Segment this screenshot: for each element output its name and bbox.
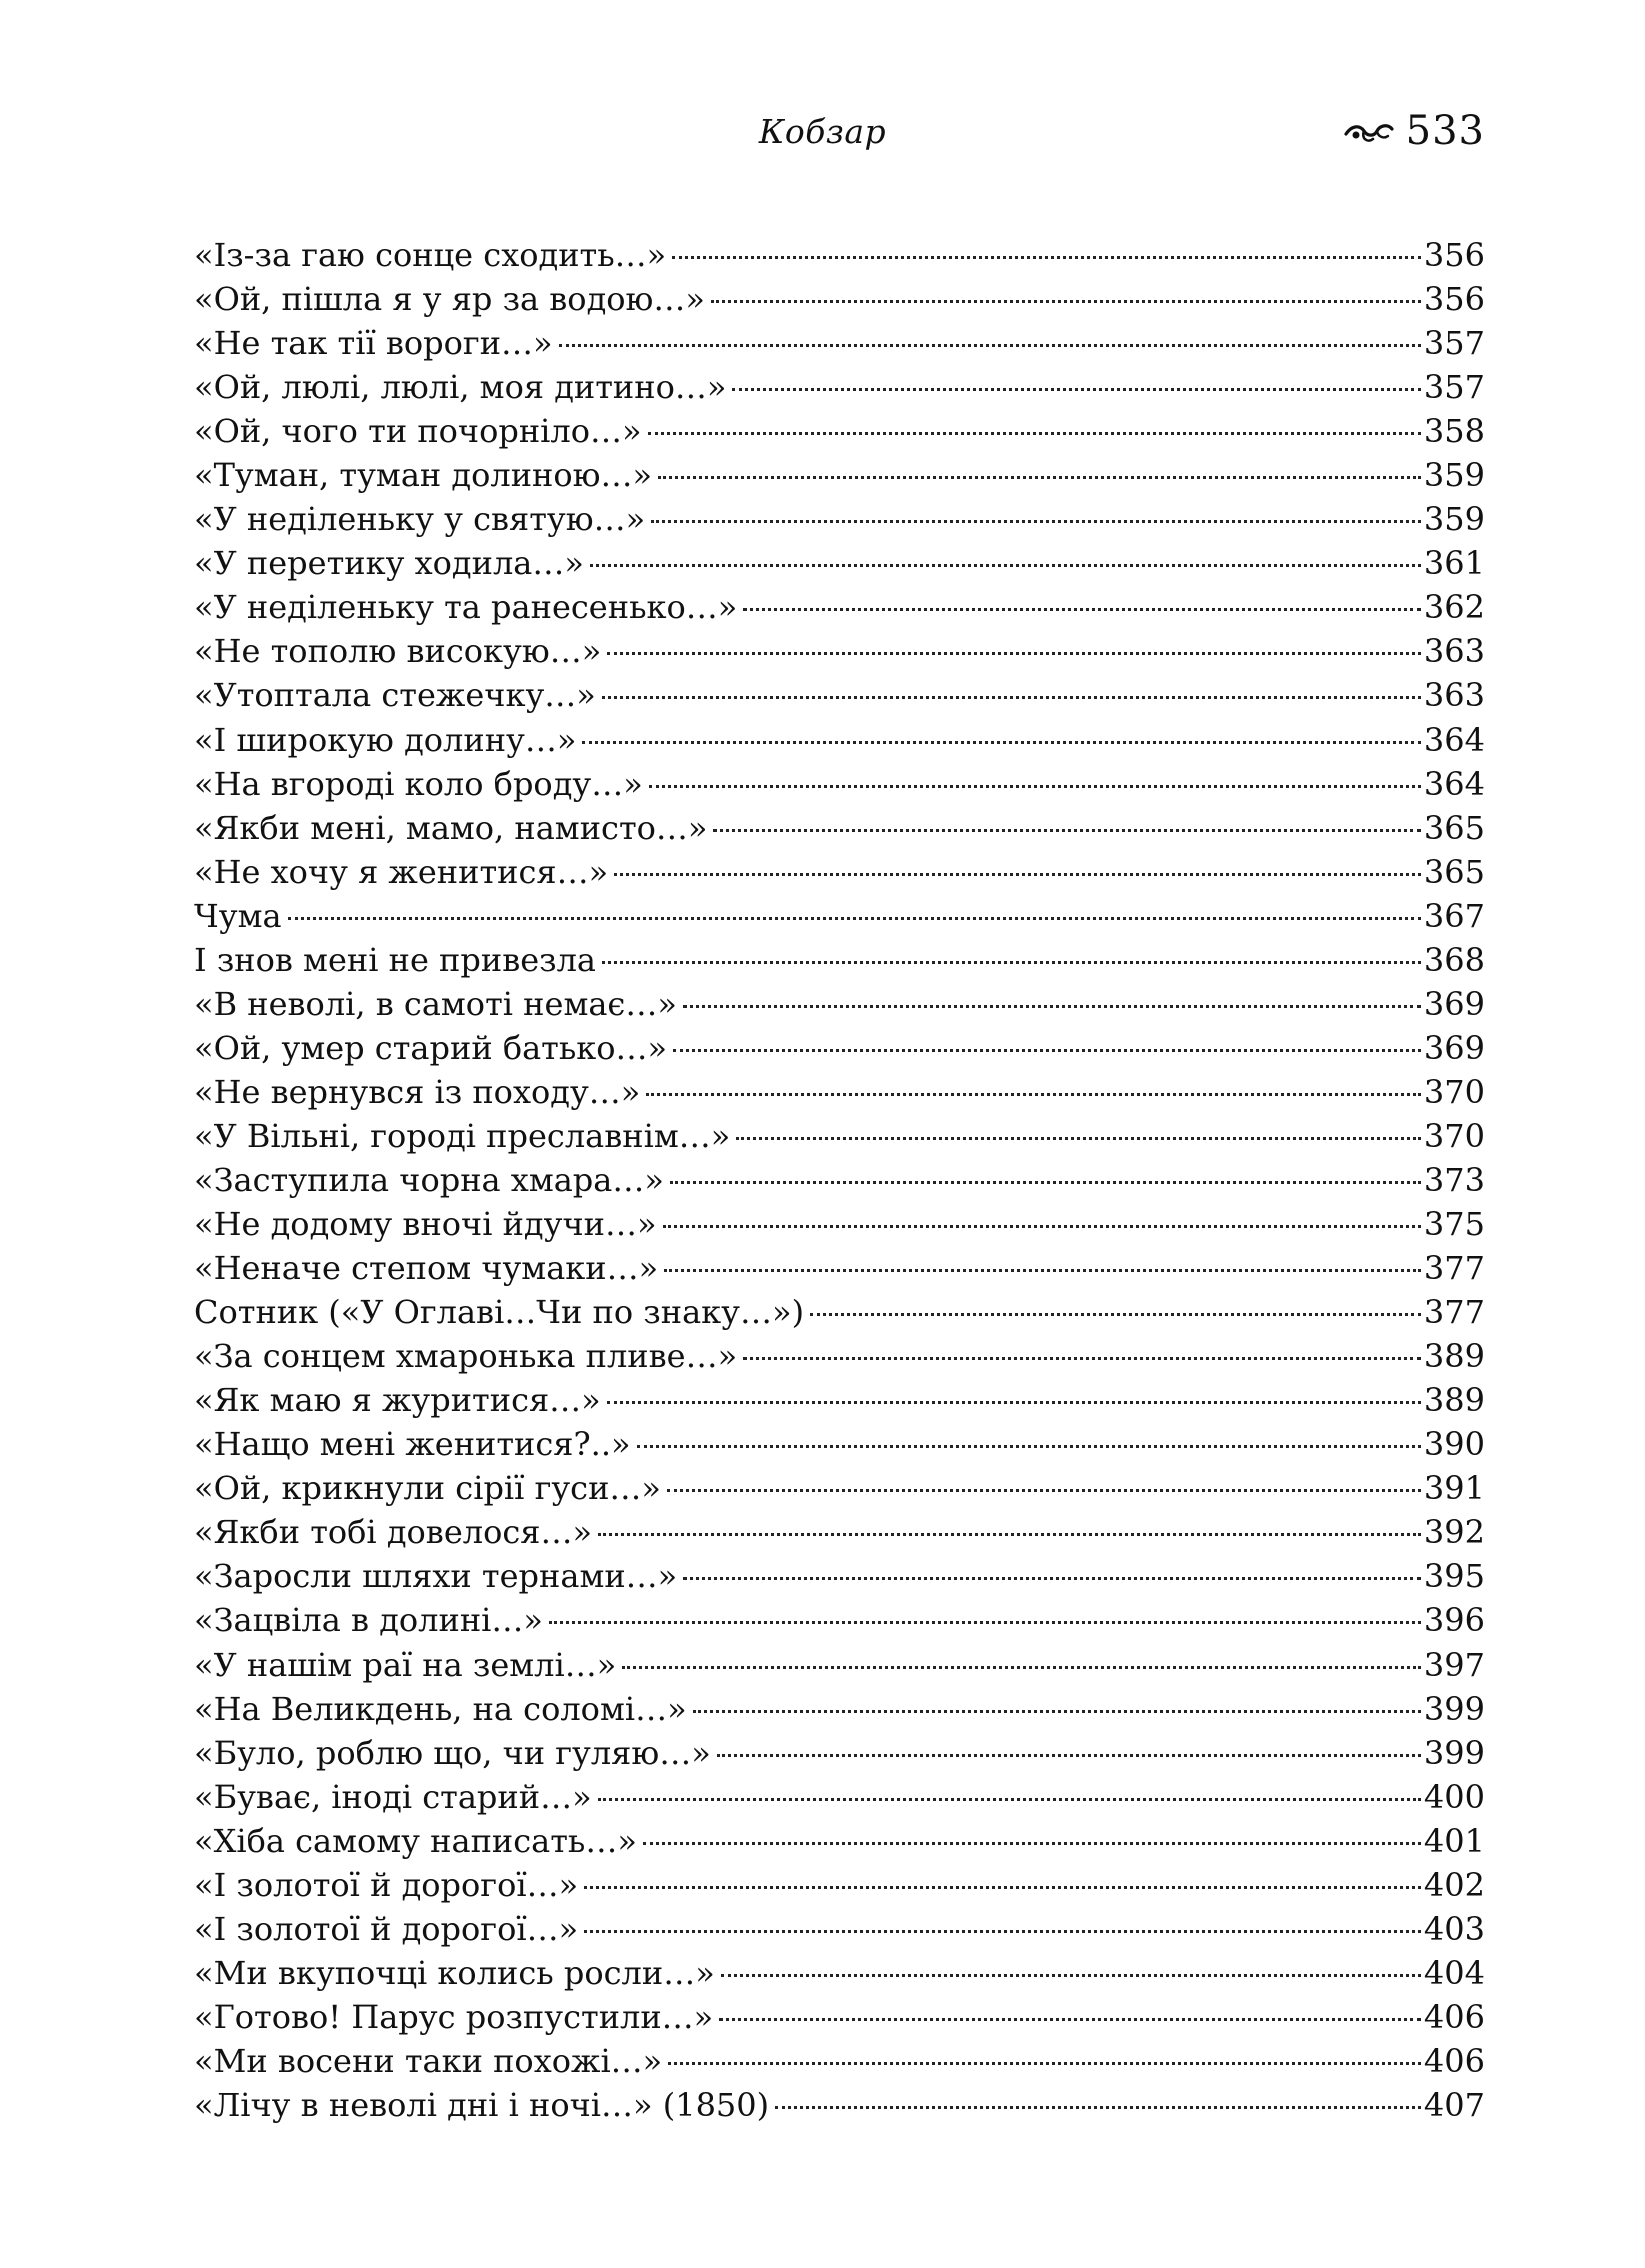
table-of-contents [194,233,1485,2127]
toc-entry-title: «У Вільні, городі преславнім…» [194,1116,731,1155]
toc-entry-page: 401 [1423,1821,1485,1860]
toc-entry [194,894,1485,938]
page-number-group [1344,108,1485,154]
toc-entry-title: «Ой, пішла я у яр за водою…» [194,280,705,319]
toc-entry-page: 390 [1423,1425,1485,1464]
toc-dot-leader [643,1842,1421,1845]
toc-dot-leader [810,1313,1421,1316]
toc-entry [194,1290,1485,1334]
toc-entry-page: 362 [1423,588,1485,627]
toc-entry-page: 359 [1423,456,1485,495]
toc-entry [194,1995,1485,2039]
toc-dot-leader [598,1798,1421,1801]
toc-entry-page: 377 [1423,1293,1485,1332]
toc-entry-title: «І золотої й дорогої…» [194,1909,579,1948]
toc-entry-page: 403 [1423,1909,1485,1948]
toc-entry-title: «У неділеньку та ранесенько…» [194,588,738,627]
toc-dot-leader [288,917,1421,920]
toc-entry-title: «Ми восени таки похожі…» [194,2041,663,2080]
toc-entry [194,1687,1485,1731]
toc-entry-page: 375 [1423,1205,1485,1244]
toc-entry-page: 407 [1423,2085,1485,2124]
toc-entry [194,277,1485,321]
toc-entry-page: 399 [1423,1733,1485,1772]
toc-dot-leader [637,1445,1421,1448]
toc-entry-title: «І широкую долину…» [194,720,577,759]
toc-entry [194,1422,1485,1466]
toc-entry [194,1598,1485,1642]
toc-dot-leader [663,1225,1421,1228]
toc-dot-leader [683,1577,1421,1580]
toc-entry-title: «Було, роблю що, чи гуляю…» [194,1733,711,1772]
toc-dot-leader [670,1181,1421,1184]
toc-entry-title: «Готово! Парус розпустили…» [194,1997,714,2036]
toc-entry-page: 377 [1423,1249,1485,1288]
toc-entry-page: 356 [1423,280,1485,319]
toc-entry [194,673,1485,717]
toc-dot-leader [713,829,1420,832]
toc-entry [194,1819,1485,1863]
toc-entry [194,982,1485,1026]
toc-dot-leader [717,1754,1421,1757]
toc-dot-leader [732,388,1421,391]
toc-entry [194,718,1485,762]
toc-entry-page: 357 [1423,368,1485,407]
toc-entry-title: «Утоптала стежечку…» [194,676,596,715]
toc-entry [194,233,1485,277]
toc-entry-page: 395 [1423,1557,1485,1596]
toc-dot-leader [775,2106,1421,2109]
toc-entry [194,1070,1485,1114]
toc-entry-page: 361 [1423,544,1485,583]
toc-entry [194,1554,1485,1598]
toc-dot-leader [673,1049,1421,1052]
toc-entry-page: 369 [1423,984,1485,1023]
toc-entry-title: «В неволі, в самоті немає…» [194,984,677,1023]
toc-entry-title: «Якби тобі довелося…» [194,1513,593,1552]
toc-dot-leader [743,1357,1421,1360]
toc-entry-title: «Заросли шляхи тернами…» [194,1557,678,1596]
toc-entry [194,806,1485,850]
toc-entry-page: 369 [1423,1028,1485,1067]
toc-entry [194,1026,1485,1070]
toc-dot-leader [614,873,1421,876]
toc-entry [194,1466,1485,1510]
toc-entry [194,1158,1485,1202]
toc-entry-page: 358 [1423,412,1485,451]
toc-entry-title: «На вгороді коло броду…» [194,764,643,803]
toc-entry-title: «Із-за гаю сонце сходить…» [194,236,667,274]
toc-dot-leader [667,1489,1421,1492]
toc-entry-page: 389 [1423,1381,1485,1420]
toc-entry-title: «Ми вкупочці колись росли…» [194,1953,715,1992]
toc-entry-page: 373 [1423,1160,1485,1199]
toc-entry [194,1510,1485,1554]
toc-dot-leader [668,2062,1421,2065]
toc-entry-title: «Ой, чого ти почорніло…» [194,412,642,451]
toc-entry-title: «Не вернувся із походу…» [194,1072,641,1111]
toc-entry-page: 363 [1423,676,1485,715]
toc-entry-page: 364 [1423,764,1485,803]
page-header [0,108,1645,158]
toc-entry [194,2039,1485,2083]
toc-entry-page: 391 [1423,1469,1485,1508]
toc-entry-page: 363 [1423,632,1485,671]
toc-dot-leader [549,1621,1421,1624]
toc-entry [194,365,1485,409]
toc-dot-leader [598,1533,1421,1536]
toc-entry-title: «Ой, крикнули сірії гуси…» [194,1469,661,1508]
toc-entry [194,541,1485,585]
toc-entry-page: 357 [1423,324,1485,363]
toc-dot-leader [584,1886,1421,1889]
toc-dot-leader [672,256,1421,259]
toc-entry-title: «Туман, туман долиною…» [194,456,653,495]
toc-entry-title: «За сонцем хмаронька пливе…» [194,1337,738,1376]
toc-entry-page: 364 [1423,720,1485,759]
toc-entry-title: «У нашім раї на землі…» [194,1645,617,1684]
toc-dot-leader [648,432,1421,435]
toc-entry-title: «На Великдень, на соломі…» [194,1689,687,1728]
toc-dot-leader [602,696,1421,699]
toc-entry [194,409,1485,453]
toc-entry-page: 359 [1423,500,1485,539]
toc-entry-title: «Заступила чорна хмара…» [194,1160,664,1199]
toc-entry [194,497,1485,541]
toc-entry [194,1775,1485,1819]
toc-entry-page: 397 [1423,1645,1485,1684]
toc-dot-leader [743,608,1421,611]
toc-entry [194,629,1485,673]
toc-entry-page: 400 [1423,1777,1485,1816]
toc-entry [194,1907,1485,1951]
toc-dot-leader [693,1710,1421,1713]
toc-entry [194,2083,1485,2127]
toc-entry-page: 402 [1423,1865,1485,1904]
toc-entry-title: Чума [194,896,282,935]
toc-entry-page: 396 [1423,1601,1485,1640]
toc-entry [194,762,1485,806]
toc-entry-page: 356 [1423,236,1485,274]
toc-entry-page: 370 [1423,1072,1485,1111]
swirl-ornament-icon [1344,117,1394,145]
toc-entry-page: 365 [1423,808,1485,847]
toc-dot-leader [622,1666,1421,1669]
toc-entry-title: «Не тополю високую…» [194,632,602,671]
toc-entry [194,1863,1485,1907]
toc-entry-page: 406 [1423,1997,1485,2036]
toc-dot-leader [683,1005,1421,1008]
running-title: Кобзар [758,112,887,151]
toc-entry [194,1378,1485,1422]
toc-entry [194,1114,1485,1158]
toc-entry [194,1643,1485,1687]
toc-entry [194,453,1485,497]
toc-entry-title: «Буває, іноді старий…» [194,1777,592,1816]
toc-dot-leader [646,1093,1421,1096]
toc-dot-leader [602,961,1421,964]
toc-entry-page: 389 [1423,1337,1485,1376]
toc-entry-title: «Хіба самому написать…» [194,1821,637,1860]
toc-entry [194,938,1485,982]
toc-entry-title: «Не хочу я женитися…» [194,852,609,891]
toc-entry-page: 367 [1423,896,1485,935]
toc-dot-leader [719,2018,1421,2021]
toc-dot-leader [607,1401,1421,1404]
toc-entry-title: «Не так тії вороги…» [194,324,553,363]
toc-entry-title: «У перетику ходила…» [194,544,584,583]
toc-entry-title: «І золотої й дорогої…» [194,1865,579,1904]
toc-entry [194,1731,1485,1775]
toc-entry-title: Сотник («У Оглаві…Чи по знаку…») [194,1293,805,1332]
toc-entry-page: 392 [1423,1513,1485,1552]
toc-dot-leader [559,344,1421,347]
toc-entry-title: «Лічу в неволі дні і ночі…» (1850) [194,2085,770,2124]
toc-dot-leader [584,1930,1421,1933]
toc-entry-page: 404 [1423,1953,1485,1992]
toc-entry [194,850,1485,894]
toc-entry [194,585,1485,629]
toc-entry-title: «Неначе степом чумаки…» [194,1249,659,1288]
toc-entry [194,1951,1485,1995]
toc-entry-title: «У неділеньку у святую…» [194,500,646,539]
toc-dot-leader [664,1269,1421,1272]
toc-dot-leader [582,741,1420,744]
toc-entry-title: «Ой, умер старий батько…» [194,1028,668,1067]
toc-entry-page: 365 [1423,852,1485,891]
toc-dot-leader [651,520,1421,523]
toc-dot-leader [649,785,1421,788]
page-number: 533 [1405,108,1485,154]
toc-entry-page: 399 [1423,1689,1485,1728]
toc-entry [194,321,1485,365]
toc-entry-page: 406 [1423,2041,1485,2080]
toc-entry-title: «Якби мені, мамо, намисто…» [194,808,708,847]
toc-dot-leader [736,1137,1421,1140]
toc-entry-page: 368 [1423,940,1485,979]
toc-dot-leader [607,652,1421,655]
toc-dot-leader [658,476,1421,479]
toc-entry [194,1334,1485,1378]
toc-entry-title: І знов мені не привезла [194,940,596,979]
toc-dot-leader [590,564,1421,567]
toc-entry [194,1246,1485,1290]
toc-entry [194,1202,1485,1246]
toc-entry-title: «Нащо мені женитися?..» [194,1425,631,1464]
toc-entry-title: «Як маю я журитися…» [194,1381,601,1420]
toc-entry-title: «Ой, люлі, люлі, моя дитино…» [194,368,727,407]
toc-dot-leader [711,300,1421,303]
toc-entry-title: «Зацвіла в долині…» [194,1601,543,1640]
toc-entry-title: «Не додому вночі йдучи…» [194,1205,657,1244]
toc-entry-page: 370 [1423,1116,1485,1155]
toc-dot-leader [721,1974,1421,1977]
